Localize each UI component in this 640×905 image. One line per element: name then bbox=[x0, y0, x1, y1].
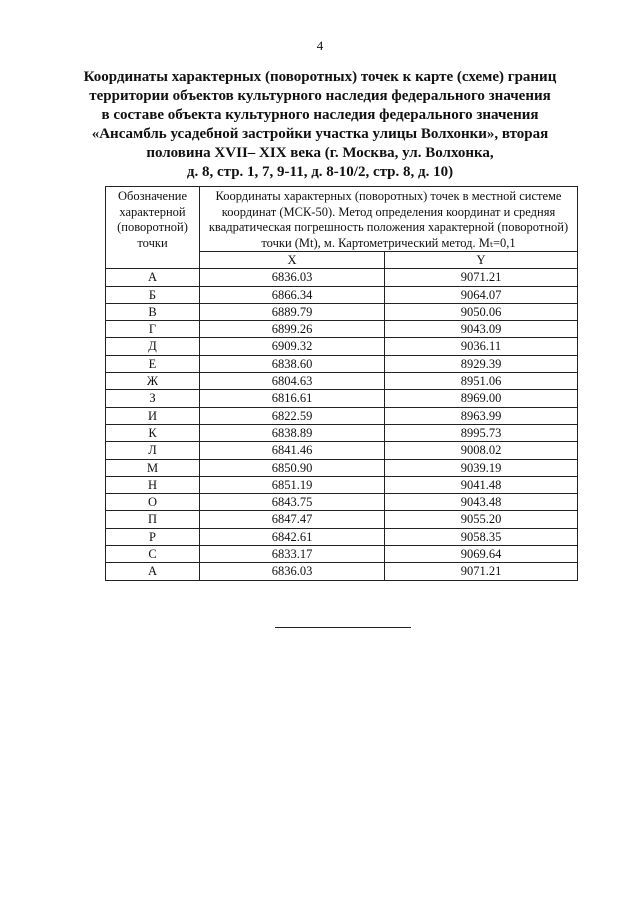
y-cell: 9064.07 bbox=[385, 286, 578, 303]
x-cell: 6909.32 bbox=[200, 338, 385, 355]
x-cell: 6804.63 bbox=[200, 373, 385, 390]
point-cell: П bbox=[106, 511, 200, 528]
x-cell: 6850.90 bbox=[200, 459, 385, 476]
point-cell: В bbox=[106, 303, 200, 320]
x-cell: 6842.61 bbox=[200, 528, 385, 545]
x-cell: 6816.61 bbox=[200, 390, 385, 407]
y-cell: 8969.00 bbox=[385, 390, 578, 407]
system-header-line: Координаты характерных (поворотных) точек в местной системе bbox=[215, 189, 562, 203]
point-cell: Р bbox=[106, 528, 200, 545]
coordinates-table bbox=[105, 186, 578, 581]
y-cell: 9050.06 bbox=[385, 303, 578, 320]
point-cell: Г bbox=[106, 321, 200, 338]
x-cell: 6836.03 bbox=[200, 269, 385, 286]
system-header-line: точки (Mt), м. Картометрический метод. Mₜ=0,1 bbox=[261, 235, 516, 250]
table-row bbox=[106, 528, 578, 545]
designation-header-line: характерной bbox=[119, 204, 186, 219]
point-cell: А bbox=[106, 269, 200, 286]
table-row bbox=[106, 563, 578, 580]
system-header-line: квадратическая погрешность положения характерной (поворотной) bbox=[208, 220, 569, 234]
y-cell: 8929.39 bbox=[385, 355, 578, 372]
point-cell: Е bbox=[106, 355, 200, 372]
footer-separator-line bbox=[275, 627, 411, 628]
y-cell: 9008.02 bbox=[385, 442, 578, 459]
x-cell: 6822.59 bbox=[200, 407, 385, 424]
table-row bbox=[106, 546, 578, 563]
title-line: Координаты характерных (поворотных) точек к карте (схеме) границ bbox=[83, 69, 557, 85]
table-row bbox=[106, 321, 578, 338]
title-line: территории объектов культурного наследия федерального значения bbox=[89, 88, 551, 104]
x-cell: 6836.03 bbox=[200, 563, 385, 580]
table-row bbox=[106, 269, 578, 286]
table-row bbox=[106, 442, 578, 459]
x-cell: 6866.34 bbox=[200, 286, 385, 303]
y-cell: 9043.48 bbox=[385, 494, 578, 511]
designation-header bbox=[106, 187, 200, 269]
table-row bbox=[106, 476, 578, 493]
point-cell: И bbox=[106, 407, 200, 424]
table-row bbox=[106, 373, 578, 390]
x-cell: 6889.79 bbox=[200, 303, 385, 320]
x-cell: 6838.89 bbox=[200, 424, 385, 441]
point-cell: Ж bbox=[106, 373, 200, 390]
document-title bbox=[80, 68, 560, 182]
y-cell: 9071.21 bbox=[385, 563, 578, 580]
y-cell: 9071.21 bbox=[385, 269, 578, 286]
point-cell: Л bbox=[106, 442, 200, 459]
table-row bbox=[106, 494, 578, 511]
y-cell: 8951.06 bbox=[385, 373, 578, 390]
y-cell: 8963.99 bbox=[385, 407, 578, 424]
table-row bbox=[106, 303, 578, 320]
table-row bbox=[106, 338, 578, 355]
system-header-line: координат (МСК-50). Метод определения координат и средняя bbox=[221, 204, 556, 219]
table-row bbox=[106, 355, 578, 372]
x-column-header: X bbox=[200, 252, 385, 269]
point-cell: А bbox=[106, 563, 200, 580]
x-cell: 6899.26 bbox=[200, 321, 385, 338]
y-cell: 9036.11 bbox=[385, 338, 578, 355]
table-row bbox=[106, 459, 578, 476]
table-row bbox=[106, 286, 578, 303]
point-cell: К bbox=[106, 424, 200, 441]
y-cell: 9069.64 bbox=[385, 546, 578, 563]
table-row bbox=[106, 424, 578, 441]
x-cell: 6833.17 bbox=[200, 546, 385, 563]
y-cell: 8995.73 bbox=[385, 424, 578, 441]
designation-header-line: (поворотной) bbox=[117, 220, 188, 234]
x-cell: 6847.47 bbox=[200, 511, 385, 528]
coordinate-system-header bbox=[200, 187, 578, 252]
point-cell: Б bbox=[106, 286, 200, 303]
y-cell: 9039.19 bbox=[385, 459, 578, 476]
point-cell: М bbox=[106, 459, 200, 476]
y-cell: 9058.35 bbox=[385, 528, 578, 545]
title-line: «Ансамбль усадебной застройки участка улицы Волхонки», вторая bbox=[91, 126, 549, 142]
x-cell: 6851.19 bbox=[200, 476, 385, 493]
point-cell: С bbox=[106, 546, 200, 563]
title-line: д. 8, стр. 1, 7, 9-11, д. 8-10/2, стр. 8, д. 10) bbox=[186, 164, 454, 180]
y-cell: 9041.48 bbox=[385, 476, 578, 493]
y-cell: 9043.09 bbox=[385, 321, 578, 338]
table-row bbox=[106, 390, 578, 407]
x-cell: 6838.60 bbox=[200, 355, 385, 372]
point-cell: О bbox=[106, 494, 200, 511]
y-cell: 9055.20 bbox=[385, 511, 578, 528]
title-line: в составе объекта культурного наследия федерального значения bbox=[101, 107, 539, 123]
table-row bbox=[106, 511, 578, 528]
page-number: 4 bbox=[316, 38, 324, 53]
x-cell: 6841.46 bbox=[200, 442, 385, 459]
designation-header-line: Обозначение bbox=[117, 189, 188, 203]
point-cell: Д bbox=[106, 338, 200, 355]
designation-header-line: точки bbox=[137, 235, 168, 250]
point-cell: З bbox=[106, 390, 200, 407]
y-column-header: Y bbox=[385, 252, 578, 269]
point-cell: Н bbox=[106, 476, 200, 493]
table-row bbox=[106, 407, 578, 424]
title-line: половина XVII– XIX века (г. Москва, ул. Волхонка, bbox=[146, 145, 494, 161]
x-cell: 6843.75 bbox=[200, 494, 385, 511]
